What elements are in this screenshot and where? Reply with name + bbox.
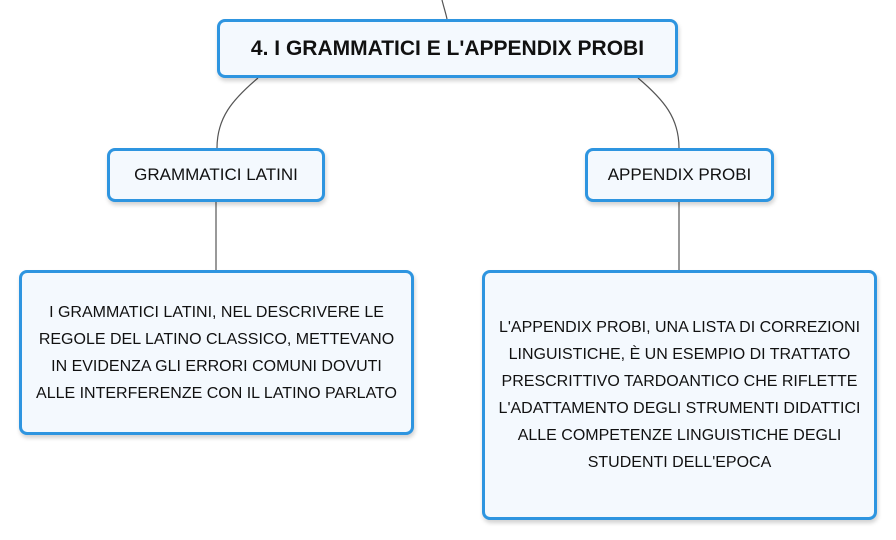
description-text-grammatici-latini: I GRAMMATICI LATINI, NEL DESCRIVERE LE REGOLE DEL LATINO CLASSICO, METTEVANO IN EVIDENZA GLI ERRORI COMUNI DOVUTI ALLE INTERFERENZE CON IL LATINO PARLATO: [36, 303, 397, 402]
central-topic-node[interactable]: [217, 19, 678, 78]
description-node-grammatici-latini[interactable]: [19, 270, 414, 435]
topic-node-grammatici-latini[interactable]: [107, 148, 325, 202]
connector-title-to-grammatici: [217, 78, 258, 148]
description-text-appendix-probi: L'APPENDIX PROBI, UNA LISTA DI CORREZIONI LINGUISTICHE, È UN ESEMPIO DI TRATTATO PRESCRITTIVO TARDOANTICO CHE RIFLETTE L'ADATTAMENTO DEGLI STRUMENTI DIDATTICI ALLE COMPETENZE LINGUISTICHE DEGLI STUDENTI DELL'EPOCA: [498, 319, 861, 471]
connector-parent-to-title: [442, 0, 447, 19]
central-topic-label: 4. I GRAMMATICI E L'APPENDIX PROBI: [250, 36, 645, 60]
connector-title-to-appendix: [638, 78, 679, 148]
description-node-appendix-probi[interactable]: [482, 270, 877, 520]
topic-label-grammatici-latini: GRAMMATICI LATINI: [134, 165, 298, 184]
topic-label-appendix-probi: APPENDIX PROBI: [607, 165, 752, 184]
topic-node-appendix-probi[interactable]: [585, 148, 774, 202]
